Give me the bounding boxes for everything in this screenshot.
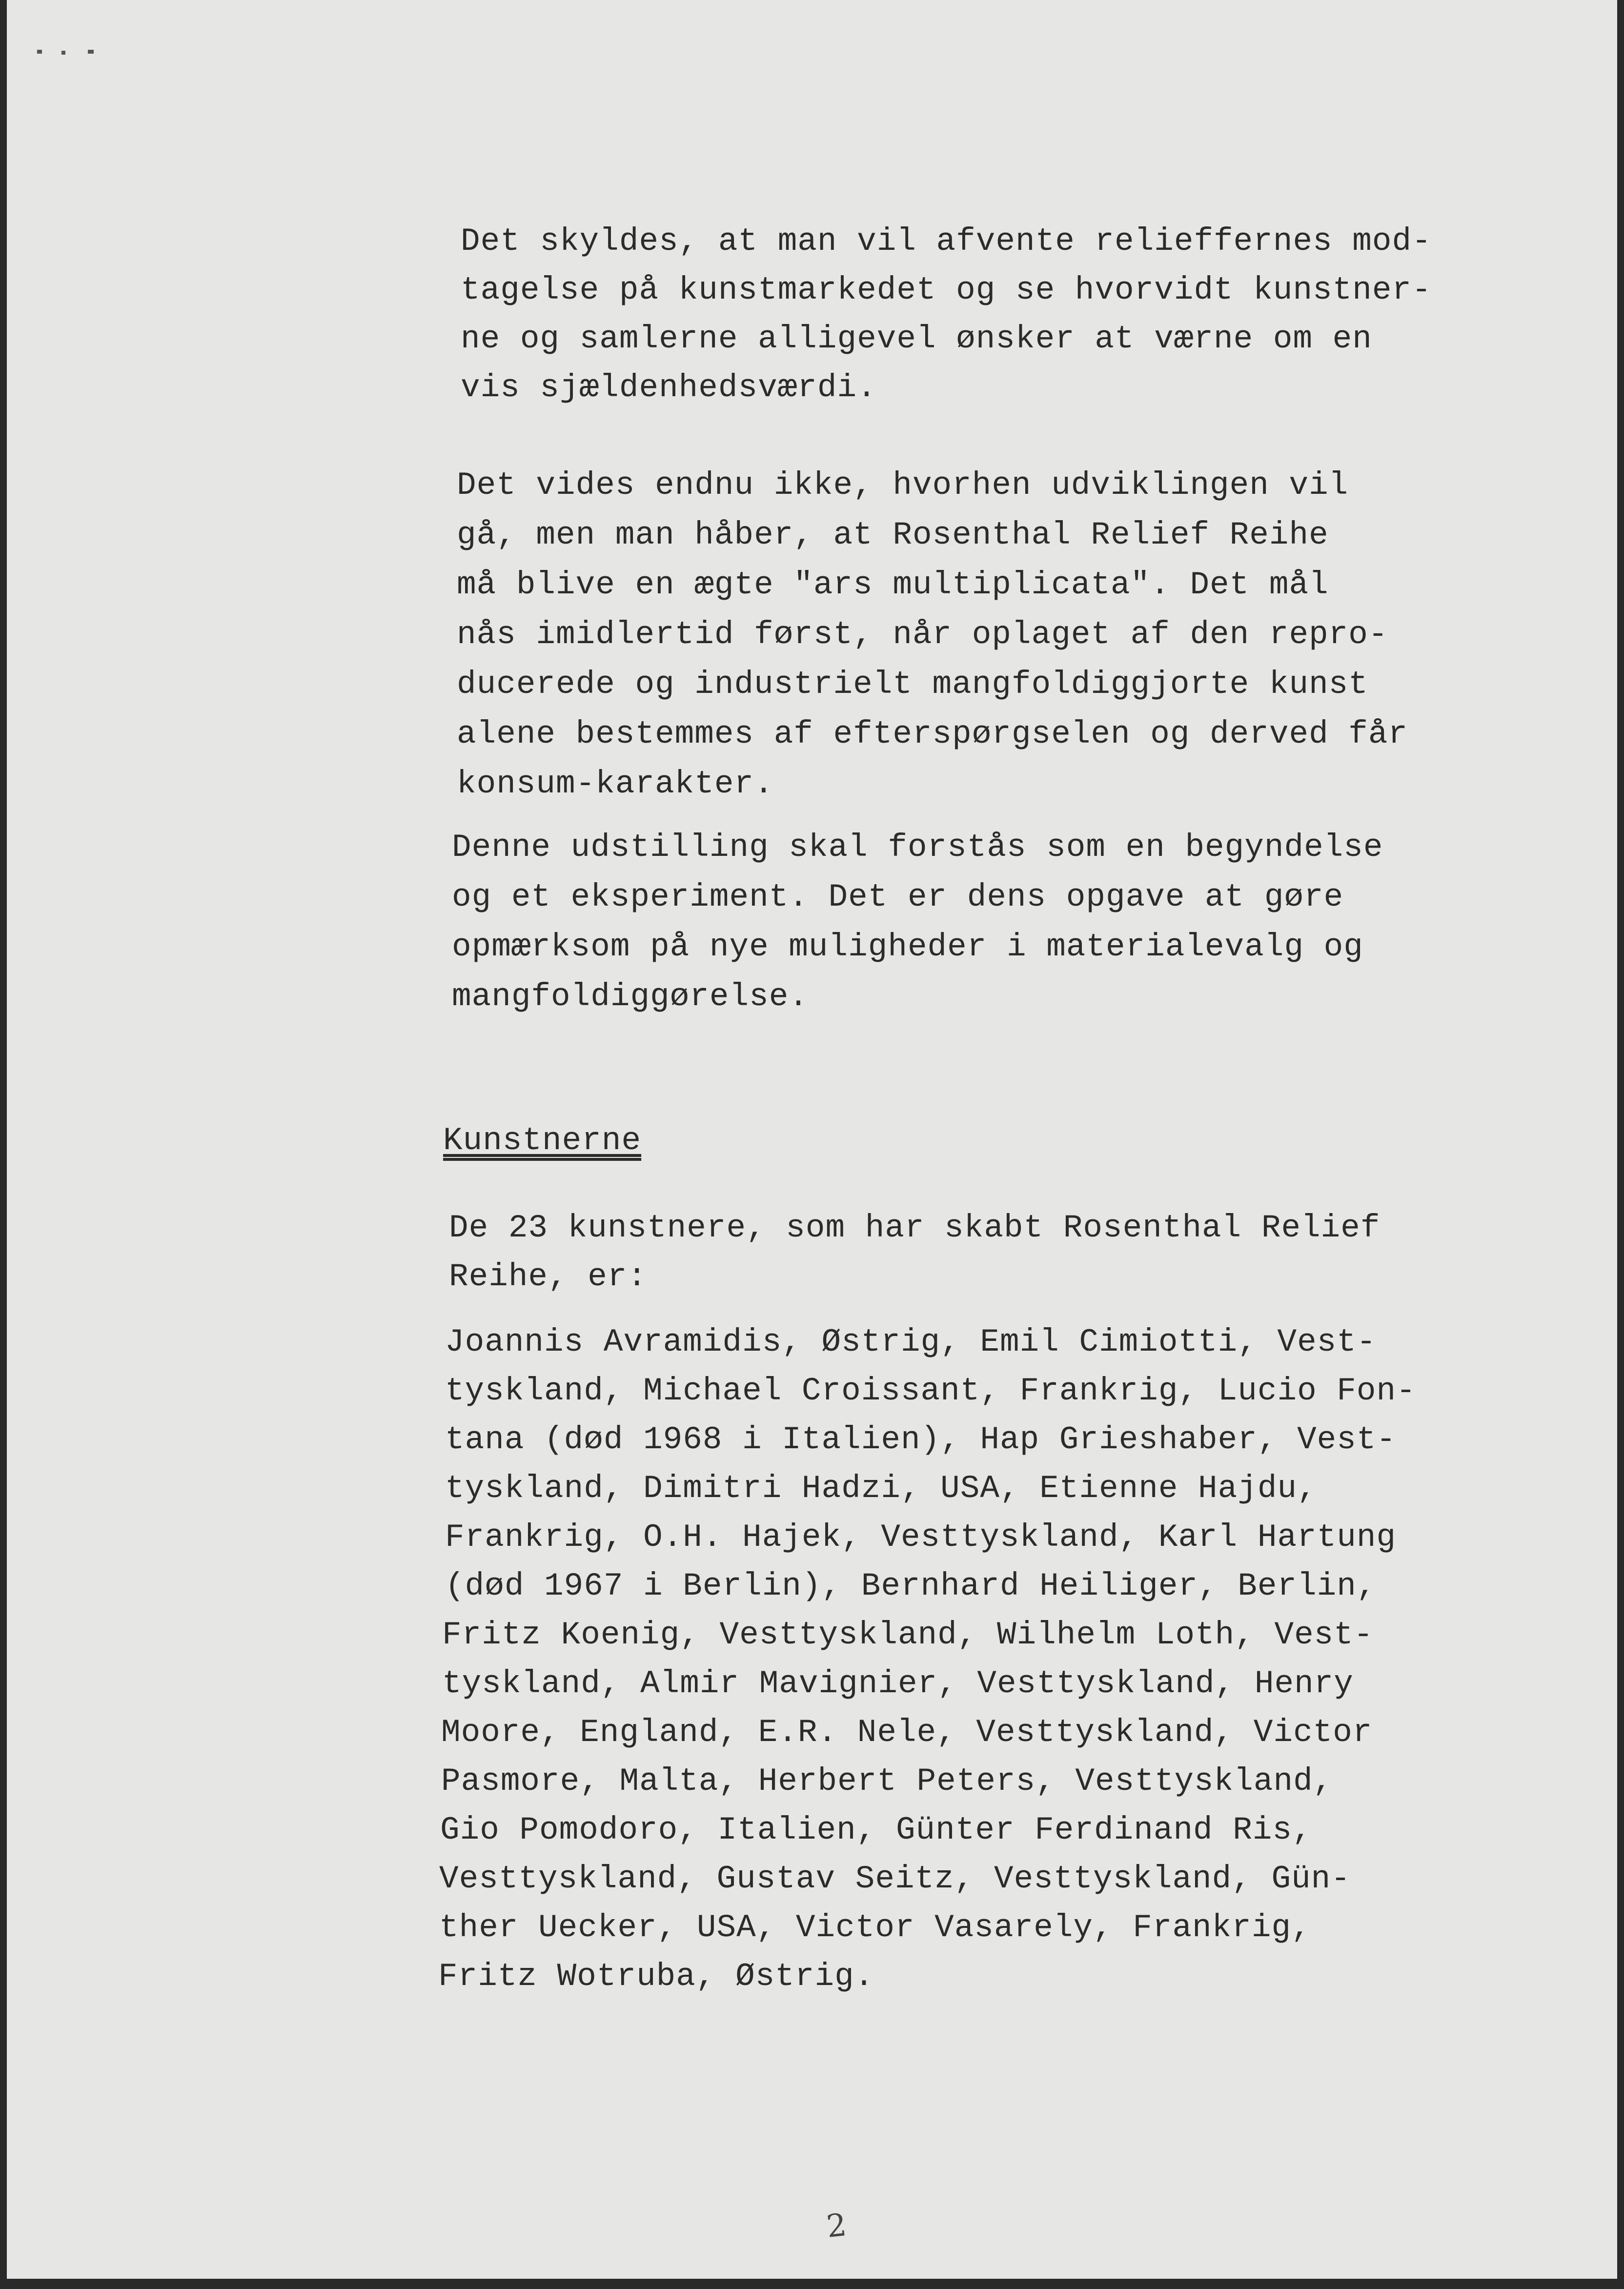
page-number: 2 xyxy=(825,2207,849,2245)
paragraph-3-line: opmærksom på nye muligheder i materialevalg og xyxy=(452,929,1363,965)
artists-line: Joannis Avramidis, Østrig, Emil Cimiotti, Vest- xyxy=(445,1324,1377,1360)
artists-line: tyskland, Almir Mavignier, Vesttyskland, Henry xyxy=(442,1665,1354,1702)
artists-line: Moore, England, E.R. Nele, Vesttyskland, Victor xyxy=(441,1714,1373,1751)
artists-line: Vesttyskland, Gustav Seitz, Vesttyskland, Gün- xyxy=(439,1861,1351,1897)
paragraph-2-line: ducerede og industrielt mangfoldiggjorte kunst xyxy=(457,666,1368,703)
paragraph-1-line: Det skyldes, at man vil afvente relieffernes mod- xyxy=(461,223,1432,260)
paragraph-2-line: nås imidlertid først, når oplaget af den repro- xyxy=(457,616,1388,653)
scan-mark xyxy=(88,50,94,54)
artists-line: Frankrig, O.H. Hajek, Vesttyskland, Karl Hartung xyxy=(445,1519,1397,1556)
artists-line: Gio Pomodoro, Italien, Günter Ferdinand Ris, xyxy=(440,1812,1312,1848)
paragraph-2-line: Det vides endnu ikke, hvorhen udviklingen vil xyxy=(457,467,1349,504)
intro-line: Reihe, er: xyxy=(449,1258,648,1295)
paragraph-3-line: og et eksperiment. Det er dens opgave at gøre xyxy=(452,879,1344,915)
paragraph-3-line: mangfoldiggørelse. xyxy=(452,978,809,1015)
paragraph-2-line: alene bestemmes af efterspørgselen og derved får xyxy=(457,716,1408,752)
paragraph-1-line: tagelse på kunstmarkedet og se hvorvidt kunstner- xyxy=(461,272,1432,308)
paragraph-1-line: vis sjældenhedsværdi. xyxy=(461,369,877,406)
artists-line: (død 1967 i Berlin), Bernhard Heiliger, Berlin, xyxy=(445,1568,1377,1604)
section-heading-wrap xyxy=(443,1122,641,1159)
paragraph-2-line: konsum-karakter. xyxy=(457,766,774,802)
artists-line: ther Uecker, USA, Victor Vasarely, Frankrig, xyxy=(439,1909,1311,1946)
artists-line: tyskland, Michael Croissant, Frankrig, Lucio Fon- xyxy=(445,1373,1416,1409)
artists-line: Fritz Koenig, Vesttyskland, Wilhelm Loth, Vest- xyxy=(442,1617,1374,1653)
paragraph-2-line: må blive en ægte "ars multiplicata". Det mål xyxy=(457,567,1329,603)
paragraph-3-line: Denne udstilling skal forstås som en begyndelse xyxy=(452,829,1383,866)
artists-line: tyskland, Dimitri Hadzi, USA, Etienne Hajdu, xyxy=(445,1470,1317,1507)
section-heading: Kunstnerne xyxy=(443,1122,642,1159)
artists-line: tana (død 1968 i Italien), Hap Grieshaber, Vest- xyxy=(445,1421,1397,1458)
paragraph-2-line: gå, men man håber, at Rosenthal Relief Reihe xyxy=(457,517,1329,553)
document-page xyxy=(7,0,1617,2279)
artists-line: Pasmore, Malta, Herbert Peters, Vesttyskland, xyxy=(441,1763,1333,1800)
artists-line: Fritz Wotruba, Østrig. xyxy=(438,1958,874,1995)
intro-line: De 23 kunstnere, som har skabt Rosenthal Relief xyxy=(449,1210,1380,1246)
scan-mark xyxy=(37,50,42,54)
paragraph-1-line: ne og samlerne alligevel ønsker at værne om en xyxy=(461,321,1372,357)
scan-mark xyxy=(61,51,65,55)
